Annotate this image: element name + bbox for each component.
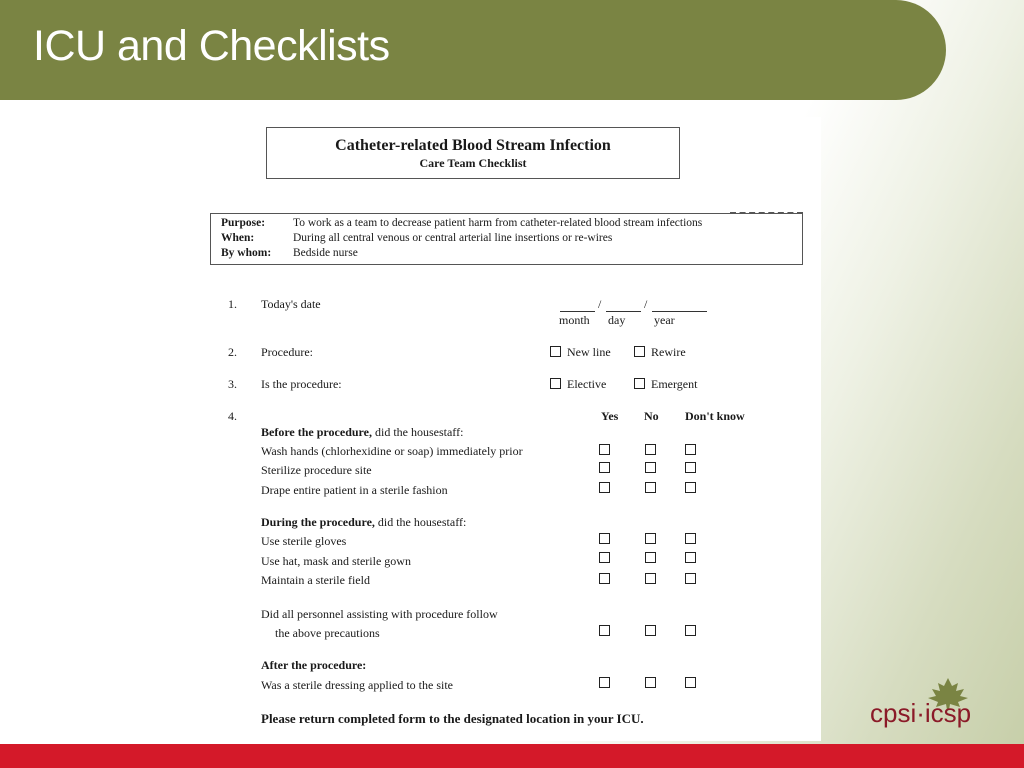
when-row	[221, 232, 802, 247]
during-suffix: did the housestaff:	[374, 515, 467, 529]
purpose-key: Purpose:	[221, 217, 266, 229]
col-dont-know: Don't know	[685, 409, 745, 423]
yes-checkbox[interactable]	[599, 677, 610, 688]
no-checkbox[interactable]	[645, 482, 656, 493]
checklist-item: Use sterile gloves	[261, 534, 347, 548]
slide-title: ICU and Checklists	[33, 22, 390, 70]
dont-know-checkbox[interactable]	[685, 552, 696, 563]
yes-checkbox[interactable]	[599, 552, 610, 563]
month-label: month	[559, 313, 590, 327]
no-checkbox[interactable]	[645, 462, 656, 473]
col-no: No	[644, 409, 659, 423]
dont-know-checkbox[interactable]	[685, 462, 696, 473]
no-checkbox[interactable]	[645, 552, 656, 563]
dont-know-checkbox[interactable]	[685, 482, 696, 493]
q3-number: 3.	[228, 377, 237, 391]
day-label: day	[608, 313, 626, 327]
checklist-item: Was a sterile dressing applied to the site	[261, 678, 453, 692]
month-line	[560, 310, 595, 312]
yes-checkbox[interactable]	[599, 444, 610, 455]
checklist-item: Drape entire patient in a sterile fashion	[261, 483, 448, 497]
cpsi-icsp-logo	[866, 676, 996, 736]
col-yes: Yes	[601, 409, 619, 423]
personnel-line-2: the above precautions	[275, 626, 380, 640]
emergent-label: Emergent	[651, 377, 698, 391]
purpose-value: To work as a team to decrease patient harm from catheter-related blood stream infections	[293, 217, 703, 229]
purpose-row	[221, 217, 802, 232]
form-subtitle: Care Team Checklist	[419, 156, 527, 170]
dont-know-checkbox[interactable]	[685, 533, 696, 544]
elective-label: Elective	[567, 377, 607, 391]
purpose-box	[210, 213, 803, 265]
before-suffix: did the housestaff:	[371, 425, 464, 439]
during-heading-line	[261, 515, 466, 530]
footer-bar	[0, 744, 1024, 768]
no-checkbox[interactable]	[645, 573, 656, 584]
by-whom-row	[221, 247, 802, 262]
checklist-item: Sterilize procedure site	[261, 463, 372, 477]
day-line	[606, 310, 641, 312]
dont-know-checkbox[interactable]	[685, 573, 696, 584]
new-line-label: New line	[567, 345, 611, 359]
form-title: Catheter-related Blood Stream Infection	[335, 137, 611, 154]
q4-number: 4.	[228, 409, 237, 423]
dont-know-checkbox[interactable]	[685, 444, 696, 455]
no-checkbox[interactable]	[645, 533, 656, 544]
no-checkbox[interactable]	[645, 444, 656, 455]
checklist-item: Use hat, mask and sterile gown	[261, 554, 411, 568]
no-checkbox[interactable]	[645, 625, 656, 636]
q1-label: Today's date	[261, 297, 321, 311]
no-checkbox[interactable]	[645, 677, 656, 688]
year-label: year	[654, 313, 675, 327]
yes-checkbox[interactable]	[599, 462, 610, 473]
date-slash: /	[644, 297, 648, 311]
after-heading: After the procedure:	[261, 658, 367, 672]
personnel-line-1: Did all personnel assisting with procedure follow	[261, 607, 498, 621]
yes-checkbox[interactable]	[599, 533, 610, 544]
by-whom-key: By whom:	[221, 247, 272, 259]
emergent-checkbox[interactable]	[634, 378, 645, 389]
new-line-checkbox[interactable]	[550, 346, 561, 357]
form-header-box	[266, 127, 680, 179]
title-bar	[0, 0, 946, 100]
q3-label: Is the procedure:	[261, 377, 342, 391]
form-footer-instruction: Please return completed form to the designated location in your ICU.	[261, 711, 644, 726]
yes-checkbox[interactable]	[599, 573, 610, 584]
dont-know-checkbox[interactable]	[685, 625, 696, 636]
rewire-checkbox[interactable]	[634, 346, 645, 357]
when-value: During all central venous or central arterial line insertions or re-wires	[293, 232, 613, 244]
before-heading: Before the procedure,	[261, 425, 372, 439]
year-line	[652, 310, 707, 312]
checklist-item: Wash hands (chlorhexidine or soap) immediately prior	[261, 444, 523, 458]
q2-number: 2.	[228, 345, 237, 359]
yes-checkbox[interactable]	[599, 482, 610, 493]
rewire-label: Rewire	[651, 345, 686, 359]
when-key: When:	[221, 232, 255, 244]
date-slash: /	[598, 297, 602, 311]
yes-checkbox[interactable]	[599, 625, 610, 636]
q1-number: 1.	[228, 297, 237, 311]
checklist-form-image	[203, 117, 821, 741]
before-heading-line	[261, 425, 463, 440]
elective-checkbox[interactable]	[550, 378, 561, 389]
during-heading: During the procedure,	[261, 515, 375, 529]
dont-know-checkbox[interactable]	[685, 677, 696, 688]
q2-label: Procedure:	[261, 345, 313, 359]
checklist-item: Maintain a sterile field	[261, 573, 370, 587]
logo-text: cpsi·icsp	[870, 698, 972, 728]
by-whom-value: Bedside nurse	[293, 247, 358, 259]
